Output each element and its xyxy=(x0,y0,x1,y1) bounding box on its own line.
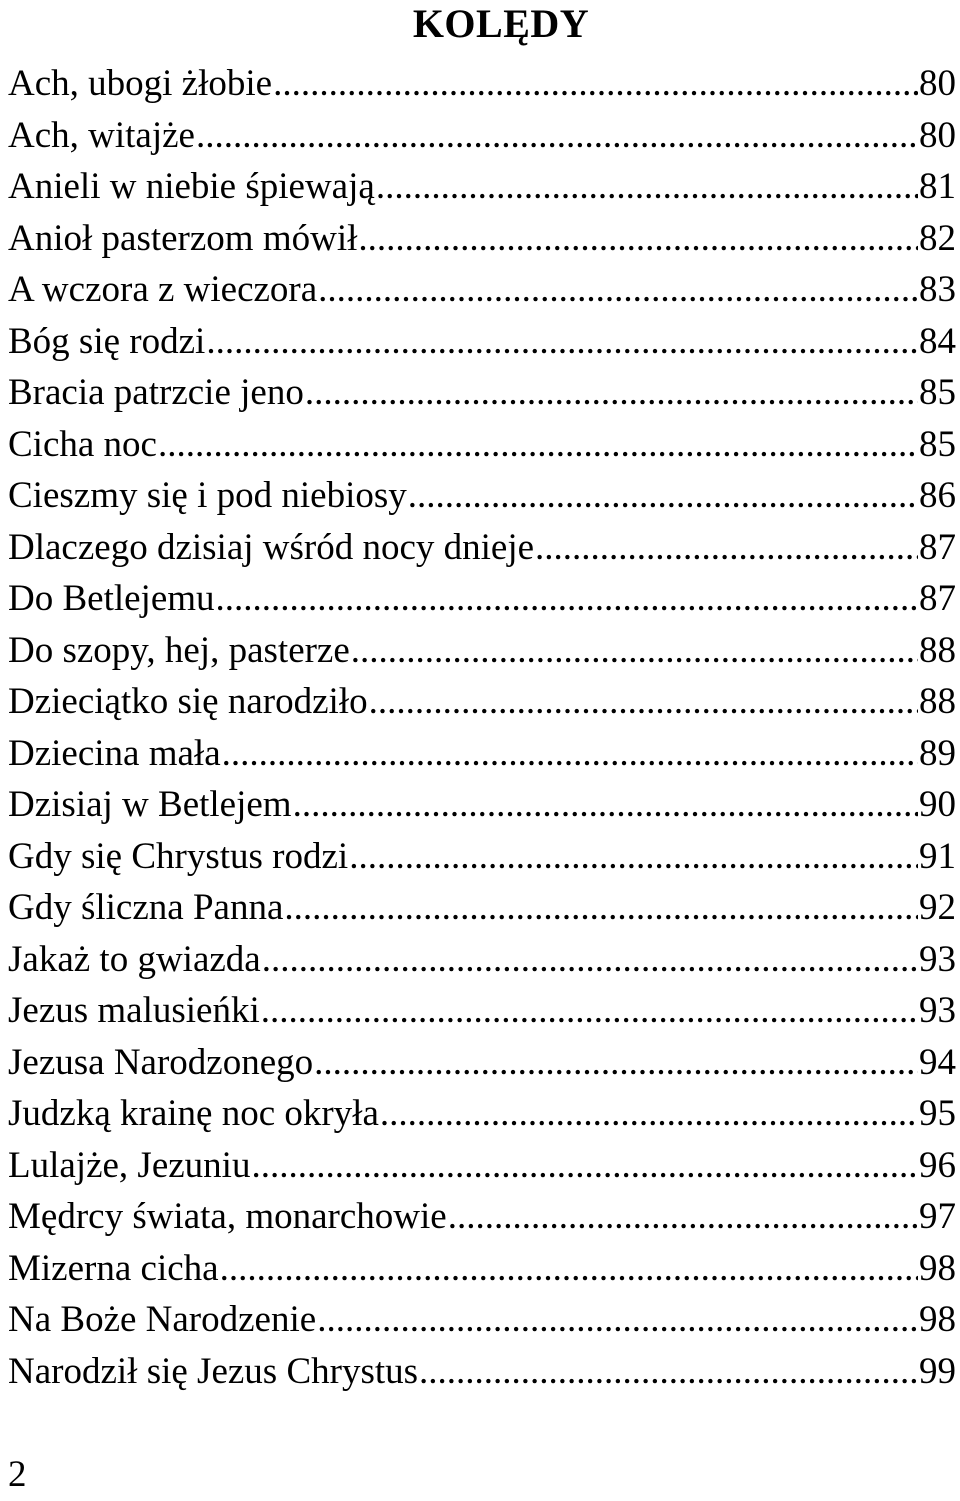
toc-entry-title: Dzieciątko się narodziło xyxy=(8,681,368,722)
toc-entry-title: Cicha noc xyxy=(8,423,157,465)
toc-entry-page: 84 xyxy=(919,320,956,362)
dot-leader xyxy=(251,1140,918,1192)
toc-entry-page: 92 xyxy=(919,887,956,928)
toc-entry-title: A wczora z wieczora xyxy=(8,269,318,310)
toc-entry-page: 87 xyxy=(919,578,956,619)
toc-entry xyxy=(8,985,956,1037)
toc-entry xyxy=(8,625,956,677)
dot-leader xyxy=(535,522,918,574)
dot-leader xyxy=(261,985,918,1037)
toc-entry-title: Ach, ubogi żłobie xyxy=(8,63,273,104)
toc-entry-title: Lulajże, Jezuniu xyxy=(8,1144,251,1186)
toc-entry-page: 91 xyxy=(919,835,956,877)
dot-leader xyxy=(369,676,918,728)
toc-entry-page: 86 xyxy=(919,475,956,516)
toc-entry-page: 90 xyxy=(919,784,956,825)
section-heading: KOLĘDY xyxy=(412,1,590,46)
toc-entry xyxy=(8,1088,956,1140)
toc-entry-page: 89 xyxy=(919,732,956,774)
toc-entry-title: Dzisiaj w Betlejem xyxy=(8,784,292,825)
toc-entry-page: 82 xyxy=(919,217,956,259)
toc-entry xyxy=(8,470,956,522)
toc-entry xyxy=(8,573,956,625)
toc-entry-page: 81 xyxy=(919,166,956,207)
dot-leader xyxy=(262,934,918,986)
page-number: 2 xyxy=(8,1454,27,1495)
dot-leader xyxy=(408,470,918,522)
dot-leader xyxy=(318,264,918,316)
toc-entry xyxy=(8,934,956,986)
toc-entry xyxy=(8,1294,956,1346)
dot-leader xyxy=(351,625,918,677)
toc-entry xyxy=(8,213,956,265)
toc-entry-page: 85 xyxy=(919,423,956,465)
dot-leader xyxy=(196,110,918,162)
toc-entry xyxy=(8,161,956,213)
toc-entry-title: Judzką krainę noc okryła xyxy=(8,1093,379,1134)
toc-entry xyxy=(8,264,956,316)
toc-entry-page: 96 xyxy=(919,1144,956,1186)
toc-entry-title: Gdy się Chrystus rodzi xyxy=(8,835,349,877)
toc-entry-page: 87 xyxy=(919,526,956,568)
toc-entry xyxy=(8,779,956,831)
toc-entry xyxy=(8,1037,956,1089)
toc-entry-title: Jakaż to gwiazda xyxy=(8,938,261,980)
toc-entry xyxy=(8,882,956,934)
toc-entry-page: 98 xyxy=(919,1299,956,1340)
dot-leader xyxy=(358,213,918,265)
toc-entry xyxy=(8,1243,956,1295)
dot-leader xyxy=(314,1037,918,1089)
toc-entry-title: Anieli w niebie śpiewają xyxy=(8,166,375,207)
toc-entry xyxy=(8,1191,956,1243)
toc-entry-title: Dziecina mała xyxy=(8,732,221,774)
toc-entry-page: 98 xyxy=(919,1247,956,1289)
dot-leader xyxy=(284,882,918,934)
toc-entry-title: Dlaczego dzisiaj wśród nocy dnieje xyxy=(8,526,535,568)
toc-entry-title: Narodził się Jezus Chrystus xyxy=(8,1350,419,1392)
toc-entry-page: 83 xyxy=(919,269,956,310)
toc-entry-title: Na Boże Narodzenie xyxy=(8,1299,317,1340)
toc-entry xyxy=(8,110,956,162)
dot-leader xyxy=(216,573,918,625)
toc-entry xyxy=(8,831,956,883)
toc-entry-title: Mizerna cicha xyxy=(8,1247,219,1289)
toc-entry-page: 95 xyxy=(919,1093,956,1134)
dot-leader xyxy=(380,1088,918,1140)
dot-leader xyxy=(206,316,918,368)
toc-entry-title: Do szopy, hej, pasterze xyxy=(8,629,350,671)
dot-leader xyxy=(222,728,918,780)
toc-entry xyxy=(8,728,956,780)
toc-entry-page: 99 xyxy=(919,1350,956,1392)
dot-leader xyxy=(376,161,918,213)
toc-entry-page: 94 xyxy=(919,1041,956,1083)
toc-entry xyxy=(8,58,956,110)
toc-entry-title: Cieszmy się i pod niebiosy xyxy=(8,475,407,516)
toc-entry-title: Mędrcy świata, monarchowie xyxy=(8,1196,447,1237)
table-of-contents xyxy=(8,58,956,1397)
toc-entry-page: 80 xyxy=(919,63,956,104)
toc-entry-page: 80 xyxy=(919,114,956,156)
dot-leader xyxy=(293,779,918,831)
toc-entry xyxy=(8,522,956,574)
toc-entry-page: 93 xyxy=(919,938,956,980)
dot-leader xyxy=(158,419,918,471)
toc-entry-title: Jezus malusieńki xyxy=(8,990,260,1031)
dot-leader xyxy=(419,1346,918,1398)
toc-entry-title: Bóg się rodzi xyxy=(8,320,206,362)
toc-entry-title: Do Betlejemu xyxy=(8,578,215,619)
dot-leader xyxy=(305,367,918,419)
toc-entry-title: Gdy śliczna Panna xyxy=(8,887,284,928)
toc-entry-title: Bracia patrzcie jeno xyxy=(8,372,304,413)
toc-entry-page: 85 xyxy=(919,372,956,413)
dot-leader xyxy=(349,831,918,883)
toc-entry-title: Jezusa Narodzonego xyxy=(8,1041,314,1083)
toc-entry xyxy=(8,419,956,471)
toc-entry-page: 88 xyxy=(919,629,956,671)
dot-leader xyxy=(273,58,918,110)
toc-entry-title: Anioł pasterzom mówił xyxy=(8,217,358,259)
toc-entry-page: 97 xyxy=(919,1196,956,1237)
toc-entry xyxy=(8,316,956,368)
dot-leader xyxy=(448,1191,918,1243)
toc-entry xyxy=(8,676,956,728)
toc-entry xyxy=(8,1140,956,1192)
toc-entry-page: 88 xyxy=(919,681,956,722)
dot-leader xyxy=(317,1294,918,1346)
toc-entry xyxy=(8,1346,956,1398)
dot-leader xyxy=(220,1243,918,1295)
toc-entry-page: 93 xyxy=(919,990,956,1031)
toc-entry xyxy=(8,367,956,419)
toc-entry-title: Ach, witajże xyxy=(8,114,195,156)
